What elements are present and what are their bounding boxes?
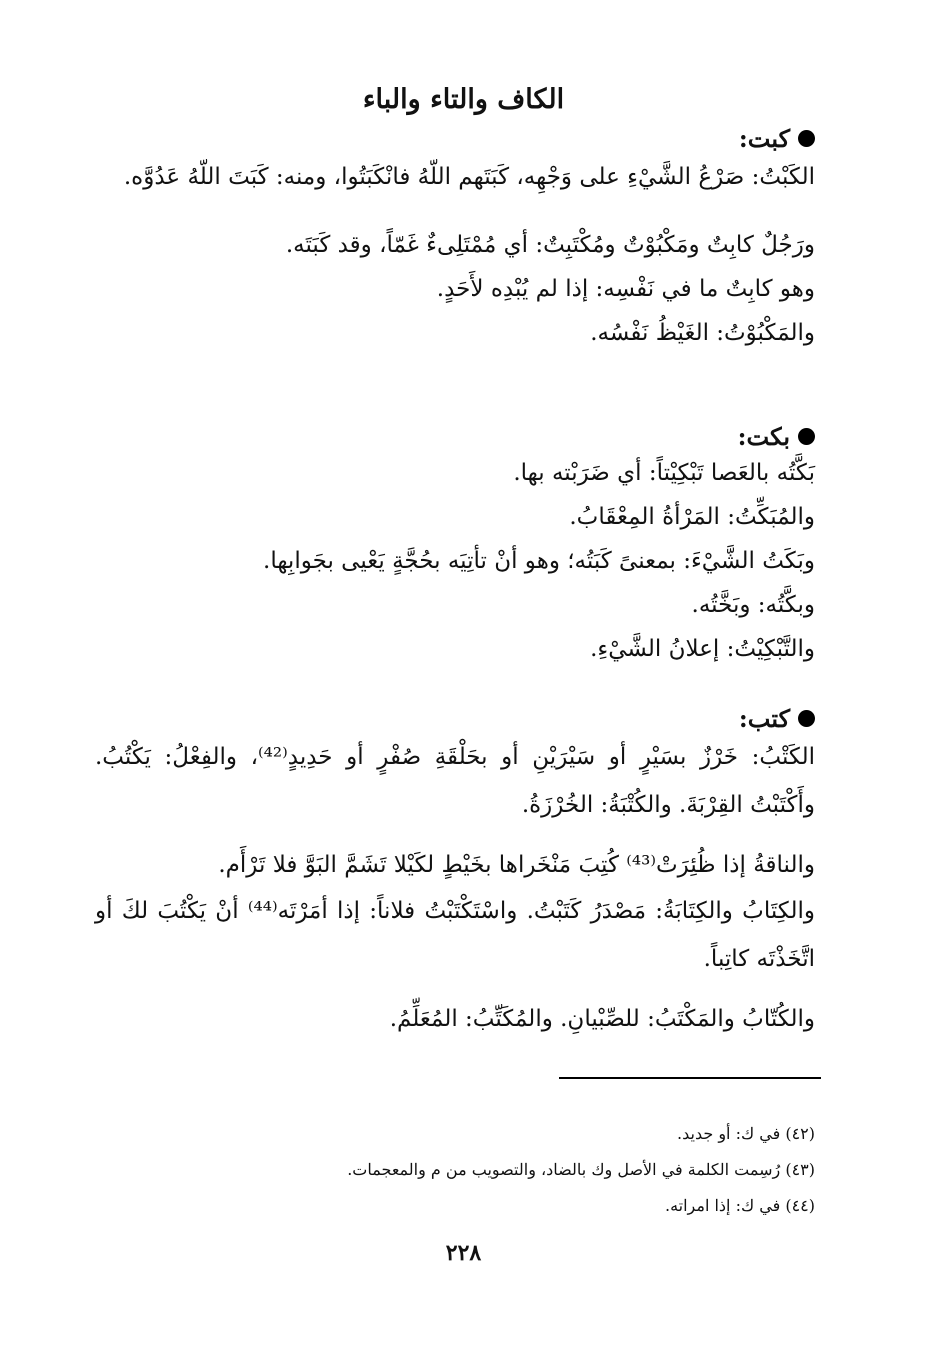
definition-paragraph: الكَتْبُ: خَرْزٌ بسَيْرٍ أو سَيْرَيْنِ أو بحَلْقَةِ صُفْرٍ أو حَدِيدٍ⁽⁴²⁾، والفِعْلُ: يَكْتُبُ. وأَكْتَبْتُ القِرْبَةَ. والكُتْبَةُ: الخُرْزَةُ. — [95, 744, 815, 818]
definition-line: والكُتّابُ والمَكْتَبُ: للصِّبْيانِ. والمُكَتِّبُ: المُعَلِّمُ. — [389, 1006, 815, 1032]
definition-line: ورَجُلٌ كابِتٌ ومَكْبُوْتٌ ومُكْتَبِتٌ: أي مُمْتَلِىءٌ غَمّاً، وقد كَبَتَه. — [285, 232, 815, 258]
definition-line: والمَكْبُوْتُ: الغَيْظُ نَفْسُه. — [590, 320, 815, 346]
footnote: (٤٤) في ك: إذا امراته. — [664, 1196, 815, 1215]
definition-line: والناقةُ إذا ظُئِرَتْ⁽⁴³⁾ كُتِبَ مَنْخَراها بخَيْطٍ لكَيْلا تَشَمَّ البَوَّ فلا تَرْأَم. — [218, 852, 815, 878]
page-number: ٢٢٨ — [445, 1240, 482, 1266]
entry-heading-text: كبت: — [738, 124, 790, 153]
entry-heading-text: بكت: — [737, 422, 790, 451]
definition-paragraph: الكَبْتُ: صَرْعُ الشَّيْءِ على وَجْهِه، كَبَتَهم اللّهُ فانْكَبَتُوا، ومنه: كَبَتَ اللّهُ عَدُوَّه. — [123, 164, 815, 190]
definition-line: وبكَّتُه: وبَخَّتُه. — [691, 592, 815, 618]
entry-bakata — [95, 422, 815, 671]
definition-line: والمُبَكِّتُ: المَرْأةُ المِعْقَابُ. — [569, 504, 815, 530]
definition-paragraph: والكِتَابُ والكِتَابَةُ: مَصْدَرُ كَتَبْتُ. واسْتَكْتَبْتُ فلاناً: إذا أمَرْتَه⁽⁴⁴⁾ أنْ يَكْتُبَ لكَ أو اتَّخَذْتَه كاتِباً. — [95, 898, 815, 972]
entry-kataba — [95, 704, 815, 1041]
definition-line: بَكَّتُه بالعَصا تَبْكِيْتاً: أي ضَرَبْته بها. — [513, 460, 815, 486]
entry-heading — [95, 704, 815, 733]
entry-heading-text: كتب: — [738, 704, 790, 733]
footnote: (٤٣) رُسِمت الكلمة في الأصل وك بالضاد، والتصويب من م والمعجمات. — [347, 1160, 815, 1179]
footnote: (٤٢) في ك: أو جديد. — [677, 1124, 815, 1143]
entry-kabata — [95, 124, 815, 355]
footnote-divider — [559, 1077, 821, 1079]
page-header: الكاف والتاء والباء — [362, 84, 565, 115]
bullet-icon — [798, 428, 815, 445]
footnotes — [115, 1116, 815, 1224]
bullet-icon — [798, 130, 815, 147]
entry-heading — [95, 124, 815, 153]
definition-line: والتَّبْكِيْتُ: إعلانُ الشَّيْءِ. — [590, 636, 815, 662]
bullet-icon — [798, 710, 815, 727]
definition-line: وبَكَتُ الشَّيْءَ: بمعنىً كَبَتُه؛ وهو أنْ تأتِيَه بحُجَّةٍ يَعْيى بجَوابِها. — [263, 548, 815, 574]
definition-line: وهو كابِتٌ ما في نَفْسِه: إذا لم يُبْدِه لأَحَدٍ. — [436, 276, 815, 302]
entry-heading — [95, 422, 815, 451]
